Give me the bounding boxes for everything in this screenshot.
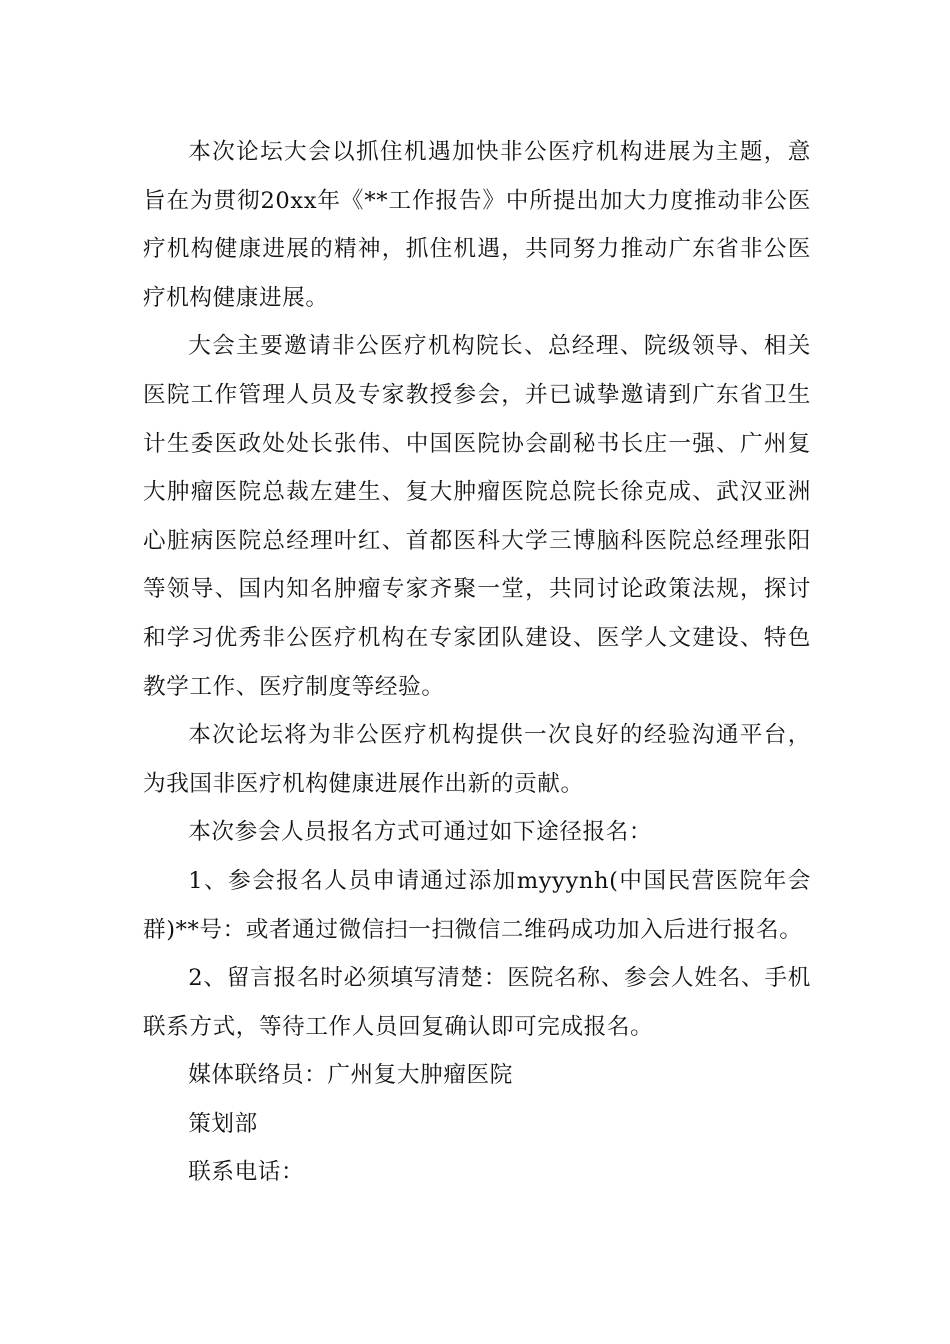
paragraph-invited-guests: 大会主要邀请非公医疗机构院长、总经理、院级领导、相关医院工作管理人员及专家教授参会，并已诚挚邀请到广东省卫生计生委医政处处长张伟、中国医院协会副秘书长庄一强、广州复大肿瘤医院总裁左建生、复大肿瘤医院总院长徐克成、武汉亚洲心脏病医院总经理叶红、首都医科大学三博脑科医院总经理张阳等领导、国内知名肿瘤专家齐聚一堂，共同讨论政策法规，探讨和学习优秀非公医疗机构在专家团队建设、医学人文建设、特色教学工作、医疗制度等经验。	[143, 333, 811, 700]
paragraph-registration-step-1: 1、参会报名人员申请通过添加myyynh(中国民营医院年会群)**号：或者通过微信扫一扫微信二维码成功加入后进行报名。	[143, 867, 811, 943]
document-body	[143, 128, 811, 1197]
paragraph-forum-platform: 本次论坛将为非公医疗机构提供一次良好的经验沟通平台，为我国非医疗机构健康进展作出新的贡献。	[143, 722, 811, 797]
paragraph-planning-department: 策划部	[188, 1110, 258, 1137]
paragraph-registration-intro: 本次参会人员报名方式可通过如下途径报名：	[188, 819, 653, 846]
paragraph-forum-theme: 本次论坛大会以抓住机遇加快非公医疗机构进展为主题，意旨在为贯彻20xx年《**工作报告》中所提出加大力度推动非公医疗机构健康进展的精神，抓住机遇，共同努力推动广东省非公医疗机构健康进展。	[143, 139, 811, 311]
paragraph-media-contact: 媒体联络员：广州复大肿瘤医院	[188, 1062, 513, 1089]
paragraph-contact-phone: 联系电话：	[188, 1159, 305, 1186]
paragraph-registration-step-2: 2、留言报名时必须填写清楚：医院名称、参会人姓名、手机联系方式，等待工作人员回复确认即可完成报名。	[143, 965, 811, 1040]
